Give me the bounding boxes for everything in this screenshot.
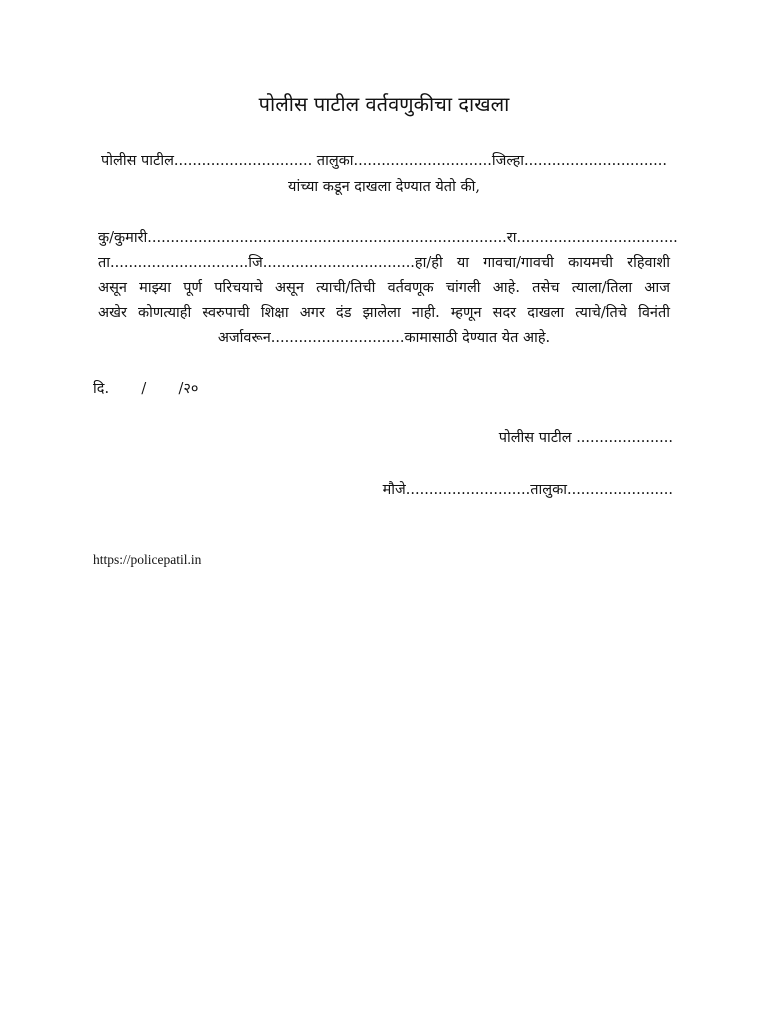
- footer-url: https://policepatil.in: [93, 552, 202, 567]
- body-line-3: असून माझ्या पूर्ण परिचयाचे असून त्याची/तिची वर्तवणूक चांगली आहे. तसेच त्याला/तिला आज: [98, 280, 670, 296]
- header-line: पोलीस पाटील.............................. तालुका..............................जिल्हा...............................: [101, 153, 667, 169]
- signature-line: पोलीस पाटील .....................: [498, 430, 673, 446]
- body-line-4: अखेर कोणत्याही स्वरुपाची शिक्षा अगर दंड झालेला नाही. म्हणून सदर दाखला त्याचे/तिचे विनंती: [98, 305, 670, 321]
- village-line: मौजे...........................तालुका.......................: [382, 482, 673, 498]
- body-last-line: अर्जावरून.............................कामासाठी देण्यात येत आहे.: [217, 330, 551, 346]
- date-line: दि. / /२०: [93, 381, 199, 397]
- sub-line: यांच्या कडून दाखला देण्यात येतो की,: [288, 179, 480, 195]
- body-line-1: कु/कुमारी..............................................................................रा...................................: [98, 230, 678, 246]
- document-title: पोलीस पाटील वर्तवणुकीचा दाखला: [258, 92, 510, 116]
- body-line-2: ता..............................जि.................................हा/ही या गावचा/गावची कायमची रहिवाशी: [98, 255, 670, 271]
